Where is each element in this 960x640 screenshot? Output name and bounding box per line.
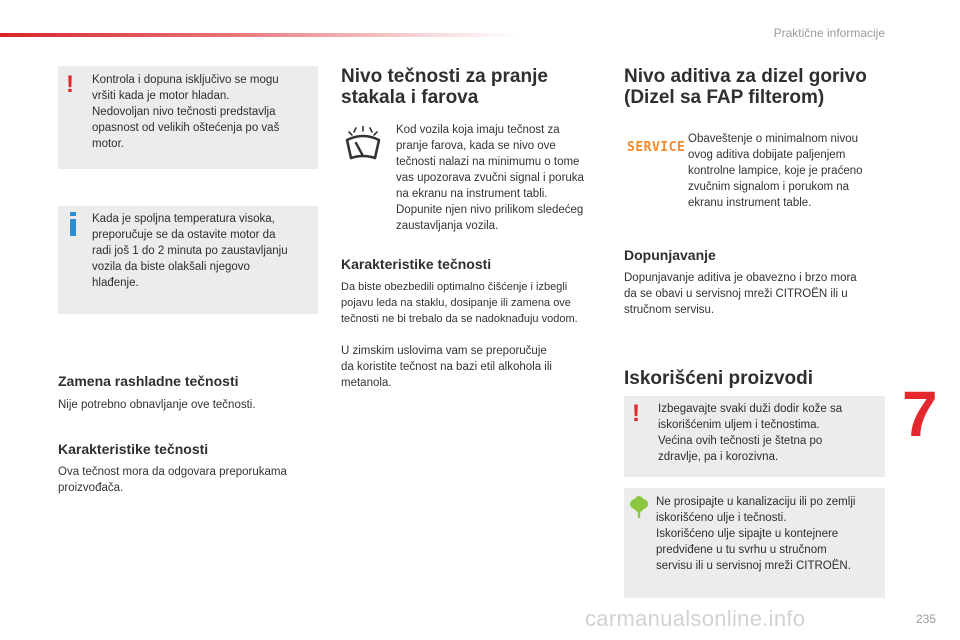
coolant-change-title: Zamena rashladne tečnosti bbox=[58, 373, 239, 389]
diesel-additive-intro: Obaveštenje o minimalnom nivou ovog aditiva dobijate paljenjem kontrolne lampice, koje je praćeno zvučnim signalom i porukom na ekranu instrument table. bbox=[688, 133, 863, 209]
used-products-title: Iskorišćeni proizvodi bbox=[624, 368, 813, 389]
diesel-additive-title: Nivo aditiva za dizel gorivo (Dizel sa FAP filterom) bbox=[624, 66, 867, 108]
eco-tree-icon bbox=[629, 496, 649, 518]
info-icon bbox=[68, 212, 78, 236]
refill-title: Dopunjavanje bbox=[624, 247, 716, 263]
washer-specs-text: Da biste obezbedili optimalno čišćenje i izbegli pojavu leda na staklu, dosipanje ili zamena ove tečnosti ne bi trebalo da se nadoknađuju vodom. bbox=[341, 281, 578, 325]
eco-text: Ne prosipajte u kanalizaciju ili po zemlji iskorišćeno ulje i tečnosti. Iskorišćeno ulje sipajte u kontejnere predviđene u tu svrhu u stručnom servisu ili u servisnoj mreži CITROËN. bbox=[656, 496, 856, 572]
fluid-specs-text: Ova tečnost mora da odgovara preporukama proizvođača. bbox=[58, 466, 287, 494]
warning-text: Kontrola i dopuna isključivo se mogu vršiti kada je motor hladan. Nedovoljan nivo tečnosti predstavlja opasnost od velikih oštećenja po vaš motor. bbox=[92, 74, 280, 150]
warning-exclamation-icon: ! bbox=[632, 400, 640, 427]
info-text: Kada je spoljna temperatura visoka, preporučuje se da ostavite motor da radi još 1 do 2 minuta po zaustavljanju vozila da biste olakšali njegovo hlađenje. bbox=[92, 213, 288, 289]
warning-exclamation-icon: ! bbox=[66, 71, 74, 98]
header-accent-bar bbox=[0, 33, 520, 37]
washer-fluid-title: Nivo tečnosti za pranje stakala i farova bbox=[341, 66, 548, 108]
windscreen-washer-icon bbox=[344, 126, 382, 166]
page-number: 235 bbox=[915, 612, 936, 626]
coolant-change-text: Nije potrebno obnavljanje ove tečnosti. bbox=[58, 399, 256, 411]
washer-specs-title: Karakteristike tečnosti bbox=[341, 256, 492, 272]
chapter-number: 7 bbox=[902, 378, 938, 450]
winter-advice-text: U zimskim uslovima vam se preporučuje da koristite tečnost na bazi etil alkohola ili metanola. bbox=[341, 345, 552, 389]
fluid-specs-title: Karakteristike tečnosti bbox=[58, 441, 209, 457]
service-warning-icon: SERVICE bbox=[627, 140, 686, 155]
washer-fluid-intro: Kod vozila koja imaju tečnost za pranje farova, kada se nivo ove tečnosti nalazi na minimumu o tome vas upozorava zvučni signal i poruka na ekranu na instrument tabli. Dopunite njen nivo prilikom sledećeg zaustavljanja vozila. bbox=[396, 124, 584, 232]
watermark: carmanualsonline.info bbox=[585, 606, 806, 631]
page-header-title: Praktične informacije bbox=[773, 26, 885, 40]
used-products-warning-text: Izbegavajte svaki duži dodir kože sa iskorišćenim uljem i tečnostima. Većina ovih tečnosti je štetna po zdravlje, pa i korozivna. bbox=[658, 403, 843, 463]
refill-text: Dopunjavanje aditiva je obavezno i brzo mora da se obavi u servisnoj mreži CITROËN ili u stručnom servisu. bbox=[624, 272, 857, 316]
